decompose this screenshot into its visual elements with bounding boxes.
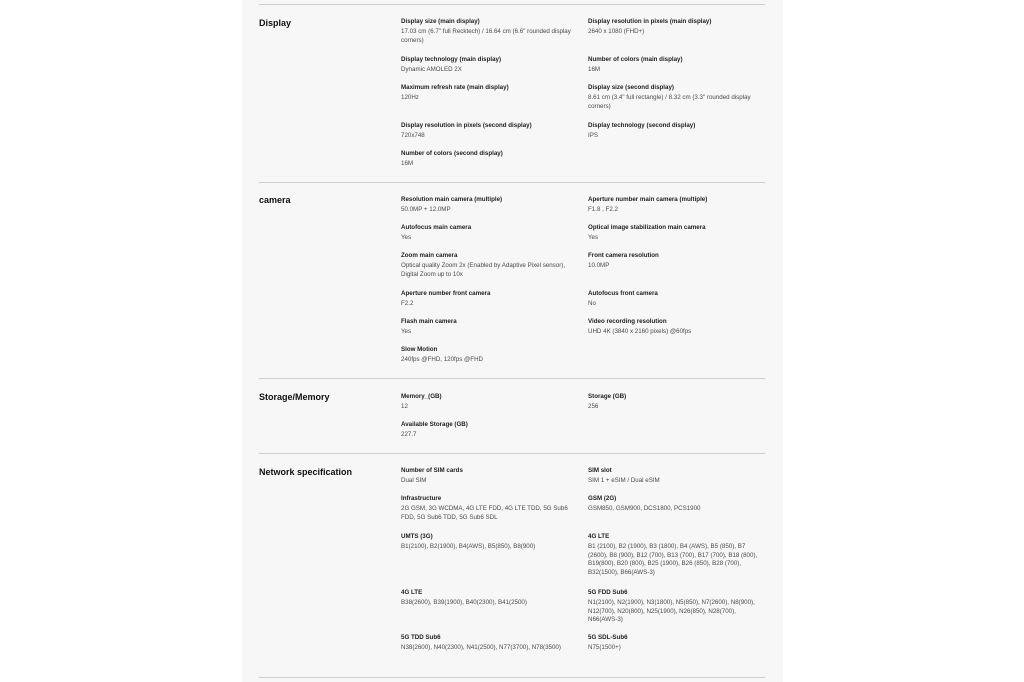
spec-item <box>401 84 571 103</box>
spec-value: 16M <box>588 66 601 73</box>
spec-item <box>401 346 571 365</box>
spec-item <box>588 589 758 625</box>
spec-label: Display size (main display) <box>401 18 480 25</box>
spec-value: Yes <box>401 328 412 335</box>
spec-item <box>588 290 758 309</box>
spec-item <box>401 393 571 412</box>
spec-label: Number of SIM cards <box>401 467 463 474</box>
spec-label: Display size (second display) <box>588 84 674 91</box>
spec-value: F1.8 , F2.2 <box>588 206 618 213</box>
spec-label: Optical image stabilization main camera <box>588 224 706 231</box>
spec-value: UHD 4K (3840 x 2160 pixels) @60fps <box>588 328 692 335</box>
spec-label: GSM (2G) <box>588 495 617 502</box>
spec-value: SIM 1 + eSIM / Dual eSIM <box>588 477 660 484</box>
section-title-display: Display <box>259 18 292 28</box>
spec-label: Video recording resolution <box>588 318 667 325</box>
spec-value: 50.0MP + 12.0MP <box>401 206 451 213</box>
spec-value: IPS <box>588 132 598 139</box>
spec-value: 256 <box>588 403 599 410</box>
spec-value: F2.2 <box>401 300 414 307</box>
spec-value: 2640 x 1080 (FHD+) <box>588 28 645 35</box>
spec-item <box>401 634 571 653</box>
spec-item <box>588 467 758 486</box>
spec-label: Front camera resolution <box>588 252 659 259</box>
spec-label: Number of colors (second display) <box>401 150 503 157</box>
spec-value: B38(2600), B39(1900), B40(2300), B41(2500) <box>401 599 527 606</box>
spec-label: Display technology (second display) <box>588 122 696 129</box>
spec-item <box>401 196 571 215</box>
spec-item <box>401 318 571 337</box>
spec-value: Dual SIM <box>401 477 427 484</box>
spec-item <box>401 495 571 522</box>
spec-value: 16M <box>401 160 414 167</box>
spec-label: SIM slot <box>588 467 612 474</box>
spec-value: B1(2100), B2(1900), B4(AWS), B5(850), B8(900) <box>401 543 536 550</box>
spec-item <box>401 18 571 45</box>
spec-value: 240fps @FHD, 120fps @FHD <box>401 356 484 363</box>
spec-value: B1 (2100), B2 (1900), B3 (1800), B4 (AWS), B5 (850), B7 (2600), B8 (900), B12 (700), B13 (700), B17 (700), B18 (800), B19(800), B20 (800), B25 (1900), B26 (850), B28 (700), B32(1500), B66(AWS-3) <box>588 543 758 576</box>
spec-item <box>588 122 758 141</box>
spec-label: Flash main camera <box>401 318 457 325</box>
spec-value: Dynamic AMOLED 2X <box>401 66 462 73</box>
spec-item <box>588 533 758 577</box>
spec-item <box>588 56 758 75</box>
spec-item <box>588 634 758 653</box>
spec-label: 5G FDD Sub6 <box>588 589 628 596</box>
spec-value: 8.61 cm (3.4" full rectangle) / 8.32 cm (3.3" rounded display corners) <box>588 94 751 110</box>
spec-value: No <box>588 300 596 307</box>
section-title-network: Network specification <box>259 467 353 477</box>
spec-value: N38(2600), N40(2300), N41(2500), N77(3700), N78(3500) <box>401 644 561 651</box>
divider <box>259 378 765 379</box>
spec-label: 5G SDL-Sub6 <box>588 634 628 641</box>
spec-label: Number of colors (main display) <box>588 56 683 63</box>
spec-value: GSM850, GSM900, DCS1800, PCS1900 <box>588 505 701 512</box>
spec-item <box>401 467 571 486</box>
spec-label: Maximum refresh rate (main display) <box>401 84 509 91</box>
spec-item <box>401 224 571 243</box>
spec-label: Display resolution in pixels (main display) <box>588 18 712 25</box>
divider <box>259 453 765 454</box>
divider <box>259 4 765 5</box>
spec-label: 4G LTE <box>588 533 610 540</box>
spec-item <box>401 589 571 608</box>
spec-item <box>588 84 758 111</box>
spec-item <box>588 18 758 37</box>
spec-value: Yes <box>588 234 599 241</box>
spec-item <box>588 495 758 514</box>
spec-label: Storage (GB) <box>588 393 627 400</box>
spec-label: 4G LTE <box>401 589 423 596</box>
spec-label: Infrastructure <box>401 495 442 502</box>
spec-label: Memory_(GB) <box>401 393 442 400</box>
spec-item <box>401 533 571 552</box>
spec-label: Slow Motion <box>401 346 438 353</box>
spec-label: Resolution main camera (multiple) <box>401 196 503 203</box>
spec-item <box>401 252 571 279</box>
spec-label: Available Storage (GB) <box>401 421 468 428</box>
section-title-storage: Storage/Memory <box>259 392 330 402</box>
spec-value: N1(2100), N2(1900), N3(1800), N5(850), N7(2600), N8(900), N12(700), N20(800), N25(1900), N26(850), N28(700), N66(AWS-3) <box>588 599 755 624</box>
spec-value: 120Hz <box>401 94 419 101</box>
spec-item <box>401 421 571 440</box>
spec-item <box>588 393 758 412</box>
spec-value: 2G GSM, 3G WCDMA, 4G LTE FDD, 4G LTE TDD, 5G Sub6 FDD, 5G Sub6 TDD, 5G Sub6 SDL <box>401 505 568 521</box>
spec-label: Autofocus main camera <box>401 224 472 231</box>
spec-value: 10.0MP <box>588 262 610 269</box>
spec-value: Optical quality Zoom 2x (Enabled by Adaptive Pixel sensor), Digital Zoom up to 10x <box>401 262 566 278</box>
spec-item <box>588 196 758 215</box>
spec-value: 720x748 <box>401 132 425 139</box>
spec-label: Display technology (main display) <box>401 56 502 63</box>
spec-item <box>401 56 571 75</box>
spec-label: Zoom main camera <box>401 252 458 259</box>
spec-value: Yes <box>401 234 412 241</box>
spec-label: 5G TDD Sub6 <box>401 634 441 641</box>
divider <box>259 182 765 183</box>
spec-item <box>401 122 571 141</box>
spec-label: Aperture number main camera (multiple) <box>588 196 708 203</box>
spec-label: UMTS (3G) <box>401 533 433 540</box>
spec-value: 227.7 <box>401 431 417 438</box>
section-title-camera: camera <box>259 195 291 205</box>
spec-label: Aperture number front camera <box>401 290 491 297</box>
spec-value: 12 <box>401 403 408 410</box>
spec-item <box>401 150 571 169</box>
spec-label: Autofocus front camera <box>588 290 658 297</box>
spec-value: 17.03 cm (6.7" full Recktech) / 16.64 cm (6.6" rounded display corners) <box>401 28 571 44</box>
divider <box>259 677 765 678</box>
spec-label: Display resolution in pixels (second display) <box>401 122 532 129</box>
spec-value: N75(1500+) <box>588 644 621 651</box>
spec-item <box>588 252 758 271</box>
spec-item <box>588 318 758 337</box>
spec-item <box>588 224 758 243</box>
spec-item <box>401 290 571 309</box>
